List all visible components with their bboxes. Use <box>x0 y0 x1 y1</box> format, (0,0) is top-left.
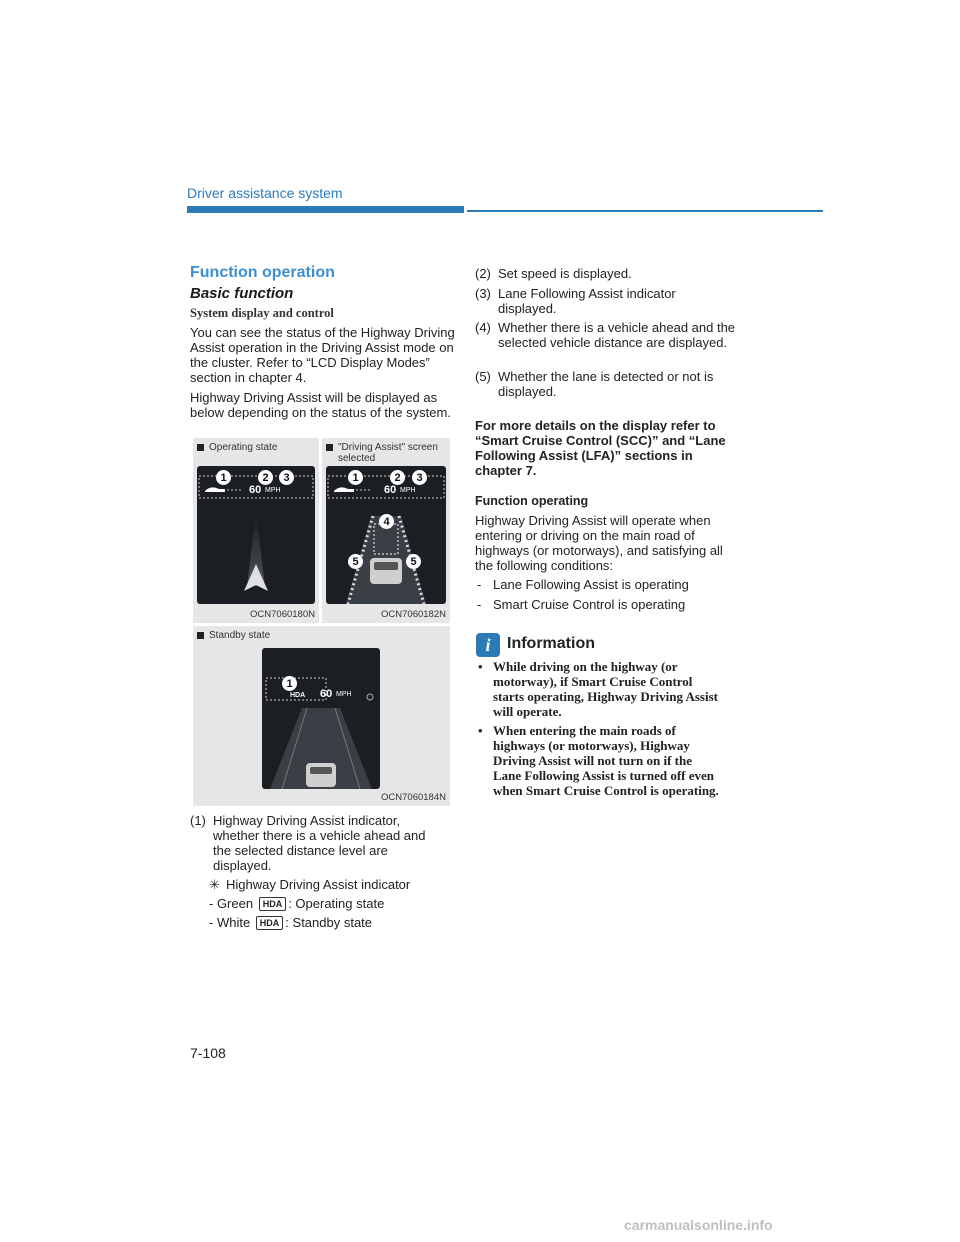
badge-1: 1 <box>216 470 231 485</box>
green-label: - Green <box>209 896 254 911</box>
heading-system-display: System display and control <box>190 306 334 320</box>
hda-icon: HDA <box>256 916 284 930</box>
condition-1: Lane Following Assist is operating <box>493 577 689 592</box>
badge-2: 2 <box>390 470 405 485</box>
badge-1: 1 <box>282 676 297 691</box>
figure-code: OCN7060182N <box>381 609 446 620</box>
speed-value: 60 <box>249 484 262 496</box>
list-item-4-text: Whether there is a vehicle ahead and the selected vehicle distance are displayed. <box>498 320 736 350</box>
information-title: Information <box>507 635 595 652</box>
speed-unit: MPH <box>336 691 352 698</box>
cluster-display-graphic <box>262 648 380 789</box>
note-text: Highway Driving Assist indicator <box>226 877 411 892</box>
cluster-screen <box>197 466 315 604</box>
white-label: - White <box>209 915 251 930</box>
green-state-line <box>209 896 384 911</box>
speed-value: 60 <box>320 688 333 700</box>
figure-caption: "Driving Assist" screen selected <box>338 442 438 464</box>
header-section-title: Driver assistance system <box>187 185 343 201</box>
header-bar-dark <box>187 206 464 213</box>
caption-square-icon <box>326 444 333 451</box>
figure-caption: Standby state <box>209 630 271 641</box>
list-item-4-number: (4) <box>475 320 491 335</box>
badge-3: 3 <box>279 470 294 485</box>
list-item-3-number: (3) <box>475 286 491 301</box>
list-item-5-number: (5) <box>475 369 491 384</box>
page-number: 7-108 <box>190 1045 226 1061</box>
watermark: carmanualsonline.info <box>624 1217 773 1233</box>
info-bullet-1: • <box>478 659 483 674</box>
badge-4: 4 <box>379 514 394 529</box>
figure-code: OCN7060180N <box>250 609 315 620</box>
white-state: : Standby state <box>285 915 373 930</box>
list-item-1-text: Highway Driving Assist indicator, whether there is a vehicle ahead and the selected distance level are displayed. <box>213 813 426 873</box>
info-item-2: When entering the main roads of highways (or motorways), Highway Driving Assist will not turn on if the Lane Following Assist is turned off even when Smart Cruise Control is operating. <box>493 723 719 798</box>
badge-5-right: 5 <box>406 554 421 569</box>
condition-dash-2: - <box>477 597 482 612</box>
paragraph-status: You can see the status of the Highway Driving Assist operation in the Driving Assist mode on the cluster. Refer to “LCD Display Modes” section in chapter 4. <box>190 325 455 385</box>
figure-caption: Operating state <box>209 442 278 453</box>
function-operating-title: Function operating <box>475 494 589 508</box>
note-mark: ✳ <box>209 877 220 892</box>
hda-indicator: HDA <box>290 692 306 699</box>
info-item-1: While driving on the highway (or motorway), if Smart Cruise Control starts operating, Highway Driving Assist will operate. <box>493 659 718 719</box>
section-title: Function operation <box>190 264 335 281</box>
info-icon: i <box>476 633 500 657</box>
header-bar-light <box>467 210 823 212</box>
cluster-screen <box>262 648 380 789</box>
list-item-2-number: (2) <box>475 266 491 281</box>
speed-unit: MPH <box>265 487 281 494</box>
hda-icon: HDA <box>259 897 287 911</box>
paragraph-displayed: Highway Driving Assist will be displayed as below depending on the status of the system. <box>190 390 451 420</box>
list-item-3-text: Lane Following Assist indicator displayed. <box>498 286 676 316</box>
speed-value: 60 <box>384 484 397 496</box>
badge-2: 2 <box>258 470 273 485</box>
speed-unit: MPH <box>400 487 416 494</box>
figure-driving-assist-screen <box>322 438 450 623</box>
figure-standby-state <box>193 626 450 806</box>
badge-5-left: 5 <box>348 554 363 569</box>
condition-2: Smart Cruise Control is operating <box>493 597 686 612</box>
figure-operating-state <box>193 438 319 623</box>
badge-3: 3 <box>412 470 427 485</box>
list-item-1-number: (1) <box>190 813 206 828</box>
list-item-5-text: Whether the lane is detected or not is displayed. <box>498 369 714 399</box>
subsection-title: Basic function <box>190 285 294 302</box>
info-bullet-2: • <box>478 723 483 738</box>
caption-square-icon <box>197 632 204 639</box>
function-operating-paragraph: Highway Driving Assist will operate when entering or driving on the main road of highways (or motorways), and satisfying all the following conditions: <box>475 513 723 573</box>
cluster-screen <box>326 466 446 604</box>
list-item-2-text: Set speed is displayed. <box>498 266 632 281</box>
white-state-line <box>209 915 372 930</box>
condition-dash-1: - <box>477 577 482 592</box>
caption-square-icon <box>197 444 204 451</box>
figure-code: OCN7060184N <box>381 792 446 803</box>
green-state: : Operating state <box>288 896 385 911</box>
badge-1: 1 <box>348 470 363 485</box>
more-details-paragraph: For more details on the display refer to “Smart Cruise Control (SCC)” and “Lane Following Assist (LFA)” sections in chapter 7. <box>475 418 726 478</box>
